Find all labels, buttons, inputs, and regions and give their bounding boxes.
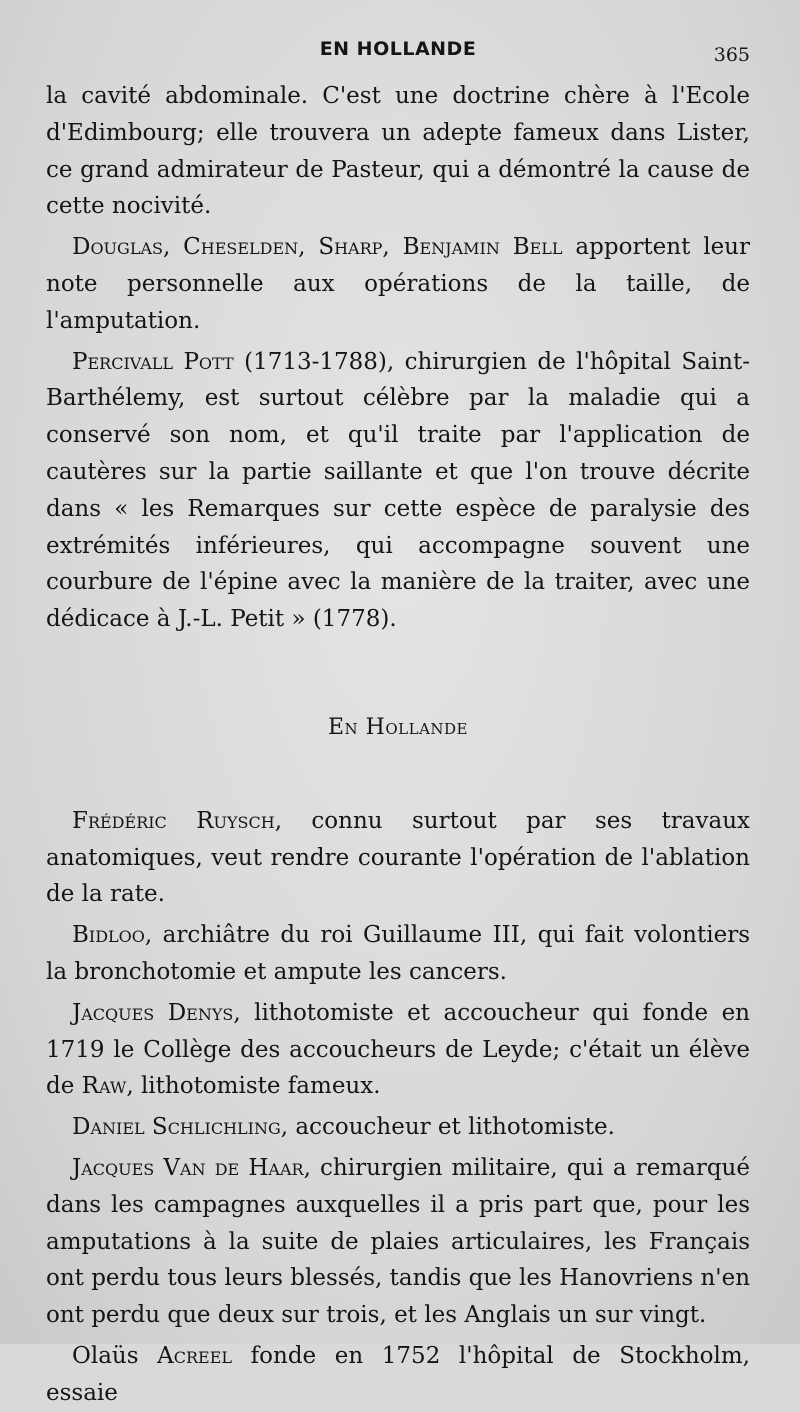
page-number: 365: [713, 44, 750, 66]
paragraph-text: , connu surtout par ses travaux anatomiques, veut rendre courante l'opération de l'ablation de la rate.: [46, 807, 750, 908]
paragraph-text: (1713-1788), chirurgien de l'hôpital Saint-Barthélemy, est surtout célèbre par la maladie qui a conservé son nom, et qu'il traite par l'application de cautères sur la partie saillante et que l'on trouve décrite dans « les Remarques sur cette espèce de paralysie des extrémités inférieures, qui accompagne souvent une courbure de l'épine avec la manière de la traiter, avec une dédicace à J.-L. Petit » (1778).: [46, 348, 750, 633]
body-text: [46, 78, 750, 1412]
person-names: Daniel Schlichling: [72, 1114, 281, 1141]
paragraph-text: , lithotomiste et accoucheur qui fonde en 1719 le Collège des accoucheurs de Leyde; c'était un élève de: [46, 999, 750, 1100]
paragraph-text: , accoucheur et lithotomiste.: [280, 1114, 615, 1141]
section-heading: En Hollande: [327, 714, 469, 740]
page-header: [46, 30, 750, 78]
person-names: Jacques Van de Haar: [72, 1154, 304, 1181]
name-prefix: Olaüs: [72, 1342, 158, 1369]
person-names: Jacques Denys: [72, 999, 234, 1026]
paragraph-pott: [46, 344, 750, 638]
person-names: Bidloo: [72, 922, 145, 949]
paragraph-text: , lithotomiste fameux.: [126, 1073, 381, 1100]
paragraph-text: apportent leur note personnelle aux opérations de la taille, de l'amputation.: [46, 234, 750, 334]
paragraph-schlichling: [46, 1109, 750, 1146]
paragraph-bidloo: [46, 917, 750, 991]
person-names: Percivall Pott: [72, 348, 234, 375]
person-names: Douglas, Cheselden, Sharp, Benjamin Bell: [72, 234, 563, 261]
paragraph-van-de-haar: [46, 1150, 750, 1334]
running-title: EN HOLLANDE: [319, 38, 477, 60]
paragraph-continuation: la cavité abdominale. C'est une doctrine chère à l'Ecole d'Edimbourg; elle trouvera un adepte fameux dans Lister, ce grand admirateur de Pasteur, qui a démontré la cause de cette nocivité.: [46, 83, 750, 220]
paragraph-text: , chirurgien militaire, qui a remarqué dans les campagnes auxquelles il a pris part que, pour les amputations à la suite de plaies articulaires, les Français ont perdu tous leurs blessés, tandis que les Hanovriens n'en ont perdu que deux sur trois, et les Anglais un sur vingt.: [46, 1154, 751, 1329]
paragraph-ruysch: [46, 803, 750, 913]
person-names: Acreel: [157, 1342, 233, 1369]
person-names: Raw: [81, 1073, 127, 1100]
paragraph-acreel: [46, 1338, 750, 1412]
paragraph-text: , archiâtre du roi Guillaume III, qui fait volontiers la bronchotomie et ampute les cancers.: [46, 922, 750, 985]
paragraph-denys: [46, 995, 750, 1105]
person-names: Frédéric Ruysch: [72, 807, 275, 834]
paragraph-douglas: [46, 229, 750, 339]
paragraph-text: fonde en 1752 l'hôpital de Stockholm, essaie: [46, 1342, 750, 1406]
